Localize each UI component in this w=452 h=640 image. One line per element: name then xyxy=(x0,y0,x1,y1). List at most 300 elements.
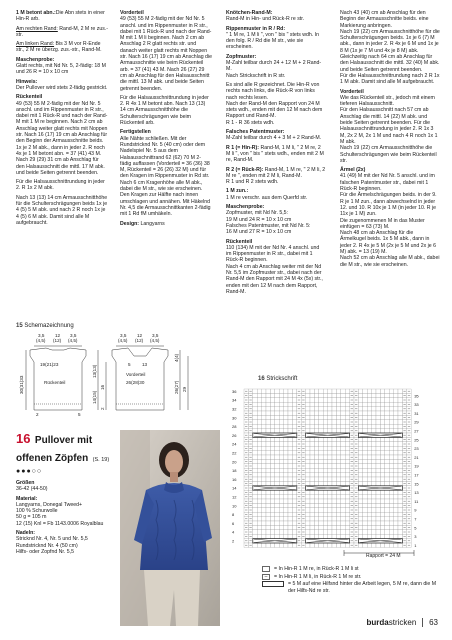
chart-cell xyxy=(336,534,340,538)
chart-cell xyxy=(372,407,376,411)
chart-cell xyxy=(398,393,402,397)
chart-cell xyxy=(279,464,283,468)
chart-cell xyxy=(292,420,296,424)
chart-cell xyxy=(266,503,270,507)
chart-cell xyxy=(310,534,314,538)
chart-cell xyxy=(270,389,274,393)
chart-cell xyxy=(314,499,318,503)
chart-cell xyxy=(367,495,371,499)
chart-number: 16 xyxy=(258,376,265,382)
schema-hr-5: 29 xyxy=(182,386,187,392)
chart-cell xyxy=(328,407,332,411)
chart-cell xyxy=(394,495,398,499)
chart-cell xyxy=(385,477,389,481)
legend-row xyxy=(262,574,442,581)
chart-cell xyxy=(376,503,380,507)
chart-cell xyxy=(332,420,336,424)
chart-cell xyxy=(367,543,371,547)
chart-cell xyxy=(336,481,340,485)
chart-cell xyxy=(253,530,257,534)
col3-para-5 xyxy=(226,145,326,164)
chart-cell xyxy=(310,437,314,441)
chart-cell xyxy=(306,530,310,534)
chart-cell xyxy=(257,468,261,472)
chart-cell xyxy=(284,473,288,477)
chart-cell xyxy=(306,398,310,402)
chart-cell xyxy=(367,477,371,481)
chart-cell xyxy=(336,464,340,468)
chart-cell xyxy=(363,499,367,503)
chart-cell xyxy=(266,521,270,525)
chart-cell xyxy=(363,495,367,499)
chart-cell xyxy=(328,508,332,512)
chart-cell xyxy=(367,446,371,450)
chart-cell xyxy=(292,503,296,507)
chart-cell xyxy=(332,490,336,494)
chart-cell xyxy=(306,455,310,459)
chart-cell xyxy=(332,477,336,481)
chart-cell xyxy=(341,473,345,477)
chart-cell xyxy=(398,402,402,406)
chart-cell xyxy=(270,490,274,494)
chart-cell xyxy=(279,459,283,463)
chart-cell xyxy=(323,459,327,463)
chart-cell xyxy=(257,402,261,406)
chart-cell xyxy=(332,508,336,512)
chart-cell xyxy=(367,437,371,441)
chart-cell xyxy=(288,442,292,446)
chart-cell xyxy=(380,446,384,450)
chart-cell xyxy=(376,481,380,485)
chart-cell xyxy=(341,477,345,481)
chart-cell xyxy=(332,451,336,455)
chart-cell xyxy=(314,468,318,472)
chart-cell xyxy=(363,393,367,397)
chart-cell xyxy=(385,534,389,538)
chart-cell xyxy=(328,517,332,521)
chart-cell xyxy=(270,451,274,455)
chart-cell xyxy=(367,525,371,529)
schema-trs-0: (4,5) xyxy=(118,338,128,343)
chart-cell xyxy=(292,393,296,397)
chart-cell xyxy=(319,389,323,393)
col3-heading-0: Knötchen-Rand-M: xyxy=(226,10,273,16)
chart-cell xyxy=(253,451,257,455)
chart-cell xyxy=(314,389,318,393)
chart-cell xyxy=(275,446,279,450)
chart-cell xyxy=(328,499,332,503)
chart-cell xyxy=(310,495,314,499)
col3-heading-4: Falsches Patentmuster: xyxy=(226,129,285,136)
chart-cell xyxy=(306,517,310,521)
chart-cell xyxy=(310,543,314,547)
chart-cell xyxy=(314,473,318,477)
chart-row-left-label: 28 xyxy=(232,424,237,430)
col3-para-7 xyxy=(226,188,326,201)
chart-cell xyxy=(257,455,261,459)
chart-cell xyxy=(358,499,362,503)
chart-cell xyxy=(341,455,345,459)
chart-cell xyxy=(376,455,380,459)
chart-cell xyxy=(266,481,270,485)
chart-cell xyxy=(323,543,327,547)
schema-nf-1: 13 xyxy=(142,362,148,367)
chart-cell xyxy=(367,407,371,411)
pattern-info xyxy=(16,480,116,558)
chart-cell xyxy=(323,429,327,433)
chart-cell xyxy=(275,402,279,406)
chart-cell xyxy=(336,517,340,521)
chart-cell xyxy=(292,402,296,406)
chart-cell xyxy=(275,393,279,397)
chart-cell xyxy=(358,459,362,463)
chart-cell xyxy=(266,525,270,529)
chart-cell xyxy=(288,508,292,512)
chart-cell xyxy=(310,411,314,415)
chart-cell xyxy=(262,530,266,534)
chart-cell xyxy=(398,455,402,459)
chart-cell xyxy=(336,499,340,503)
chart-cell xyxy=(306,402,310,406)
chart-cell xyxy=(363,490,367,494)
chart-cell xyxy=(323,398,327,402)
chart-cell xyxy=(328,503,332,507)
chart-cell xyxy=(279,543,283,547)
chart-cell xyxy=(253,517,257,521)
col3-text-0: Rand-M in Hin- und Rück-R re str. xyxy=(226,16,305,23)
chart-cell xyxy=(288,459,292,463)
schema-back-name: Rückenteil xyxy=(44,380,66,385)
chart-cell xyxy=(385,543,389,547)
chart-cell xyxy=(398,477,402,481)
chart-cell xyxy=(323,508,327,512)
chart-cell xyxy=(288,499,292,503)
chart-cell xyxy=(341,490,345,494)
chart-cell xyxy=(380,534,384,538)
chart-cell xyxy=(389,437,393,441)
chart-cell xyxy=(389,517,393,521)
chart-cell xyxy=(385,503,389,507)
chart-cell xyxy=(275,495,279,499)
chart-cell xyxy=(328,490,332,494)
chart-cell xyxy=(367,420,371,424)
chart-cell xyxy=(332,393,336,397)
chart-cell xyxy=(275,512,279,516)
chart-cell xyxy=(394,442,398,446)
chart-cell xyxy=(319,543,323,547)
chart-cell xyxy=(270,512,274,516)
chart-cell xyxy=(306,525,310,529)
chart-cell xyxy=(319,503,323,507)
chart-row-left-label: 4 xyxy=(232,529,235,535)
chart-cell xyxy=(389,512,393,516)
schema-hl-3: 16 xyxy=(100,384,105,390)
chart-cell xyxy=(279,420,283,424)
chart-cell xyxy=(275,473,279,477)
chart-cell xyxy=(314,442,318,446)
chart-cell xyxy=(253,481,257,485)
chart-cell xyxy=(394,525,398,529)
chart-cell xyxy=(257,534,261,538)
chart-cell xyxy=(398,521,402,525)
chart-cell xyxy=(394,446,398,450)
chart-cell xyxy=(279,495,283,499)
chart-cell xyxy=(306,503,310,507)
column-4 xyxy=(340,10,440,271)
chart-cell xyxy=(380,459,384,463)
chart-cell xyxy=(363,451,367,455)
chart-cell xyxy=(279,393,283,397)
chart-cell xyxy=(398,499,402,503)
chart-cell xyxy=(253,402,257,406)
chart-cell xyxy=(270,455,274,459)
col2-para-1 xyxy=(120,95,212,126)
chart-cell xyxy=(336,512,340,516)
pattern-info-para-2 xyxy=(16,530,116,555)
col1-para-6 xyxy=(16,179,108,192)
chart-cell xyxy=(314,429,318,433)
chart-cell xyxy=(328,402,332,406)
col1-para-5 xyxy=(16,94,108,176)
chart-cell xyxy=(314,477,318,481)
chart-cell xyxy=(319,459,323,463)
chart-cell xyxy=(358,512,362,516)
page-footer xyxy=(367,618,439,627)
chart-cell xyxy=(341,402,345,406)
chart-cell xyxy=(385,481,389,485)
chart-cell xyxy=(328,521,332,525)
chart-cell xyxy=(363,508,367,512)
col3-para-2 xyxy=(226,54,326,79)
chart-cell xyxy=(262,424,266,428)
chart-cell xyxy=(288,437,292,441)
chart-cell xyxy=(314,393,318,397)
chart-cell xyxy=(292,446,296,450)
chart-cell xyxy=(257,393,261,397)
chart-cell xyxy=(394,393,398,397)
chart-cell xyxy=(253,389,257,393)
chart-row-right-label: 29 xyxy=(414,419,419,425)
chart-cell xyxy=(345,543,349,547)
chart-cell xyxy=(279,530,283,534)
chart-cell xyxy=(292,481,296,485)
col1-underline-2: Am linken Rand: xyxy=(16,41,55,48)
chart-cell xyxy=(284,455,288,459)
chart-cell xyxy=(336,525,340,529)
chart-cell xyxy=(275,429,279,433)
chart-cell xyxy=(279,477,283,481)
chart-cell xyxy=(389,459,393,463)
chart-cell xyxy=(292,455,296,459)
chart-cell xyxy=(266,530,270,534)
chart-cell xyxy=(279,512,283,516)
chart-cell xyxy=(292,477,296,481)
chart-cell xyxy=(367,451,371,455)
chart-cell xyxy=(262,429,266,433)
chart-cell xyxy=(363,464,367,468)
chart-cell xyxy=(332,543,336,547)
chart-cell xyxy=(345,499,349,503)
col4-para-1 xyxy=(340,89,440,165)
chart-cell xyxy=(266,534,270,538)
chart-cell xyxy=(345,525,349,529)
chart-cell xyxy=(253,442,257,446)
chart-cell xyxy=(257,424,261,428)
chart-cell xyxy=(292,411,296,415)
chart-cell xyxy=(279,517,283,521)
chart-cell xyxy=(394,508,398,512)
chart-cell xyxy=(385,442,389,446)
chart-cell xyxy=(385,389,389,393)
chart-cell xyxy=(385,459,389,463)
chart-cell xyxy=(345,389,349,393)
col3-heading-7: 1 M zun.: xyxy=(226,188,249,195)
col3-heading-9: Rückenteil xyxy=(226,238,253,245)
chart-cell xyxy=(341,534,345,538)
chart-cell xyxy=(284,442,288,446)
chart-cell xyxy=(270,393,274,397)
chart-cell xyxy=(394,543,398,547)
chart-cell xyxy=(385,411,389,415)
chart-cell xyxy=(376,429,380,433)
chart-cell xyxy=(385,495,389,499)
chart-cell xyxy=(376,495,380,499)
chart-cell xyxy=(376,389,380,393)
chart-cell xyxy=(394,415,398,419)
chart-cell xyxy=(363,398,367,402)
chart-cell xyxy=(306,521,310,525)
chart-cell xyxy=(328,424,332,428)
chart-cell xyxy=(284,477,288,481)
chart-cell xyxy=(262,398,266,402)
chart-cell xyxy=(288,468,292,472)
chart-cell xyxy=(336,490,340,494)
chart-cell xyxy=(363,411,367,415)
chart-cell xyxy=(358,455,362,459)
col1-text-0: Die Abn stets in einer Hin-R arb. xyxy=(16,10,105,23)
chart-cell xyxy=(310,517,314,521)
chart-cell xyxy=(262,490,266,494)
chart-cell xyxy=(380,525,384,529)
chart-cell xyxy=(328,455,332,459)
chart-cell xyxy=(270,424,274,428)
chart-cell xyxy=(358,464,362,468)
chart-cell xyxy=(292,521,296,525)
chart-cell xyxy=(398,407,402,411)
chart-cell xyxy=(398,543,402,547)
chart-cell xyxy=(292,543,296,547)
chart-cell xyxy=(288,429,292,433)
chart-cell xyxy=(336,477,340,481)
chart-cell xyxy=(332,517,336,521)
chart-cell xyxy=(288,512,292,516)
chart-cell xyxy=(306,442,310,446)
chart-cell xyxy=(394,517,398,521)
chart-cell xyxy=(284,525,288,529)
chart-cell xyxy=(279,499,283,503)
chart-cell xyxy=(398,481,402,485)
chart-cell xyxy=(306,508,310,512)
chart-cell xyxy=(394,437,398,441)
chart-cell xyxy=(319,490,323,494)
chart-cell xyxy=(380,437,384,441)
chart-cell xyxy=(341,512,345,516)
chart-cell xyxy=(363,530,367,534)
chart-cell xyxy=(253,464,257,468)
chart-cell xyxy=(332,534,336,538)
chart-cell xyxy=(358,389,362,393)
chart-cell xyxy=(385,473,389,477)
chart-cell xyxy=(345,521,349,525)
chart-cell xyxy=(257,451,261,455)
chart-cell xyxy=(398,464,402,468)
chart-cell xyxy=(389,455,393,459)
chart-cell xyxy=(292,451,296,455)
chart-cell xyxy=(345,508,349,512)
chart-cell xyxy=(358,534,362,538)
chart-cell xyxy=(262,402,266,406)
chart-cell xyxy=(363,468,367,472)
footer-separator xyxy=(422,618,423,627)
chart-cell xyxy=(363,521,367,525)
chart-cell xyxy=(253,512,257,516)
chart-cell xyxy=(341,437,345,441)
chart-cell xyxy=(275,521,279,525)
chart-cell xyxy=(394,420,398,424)
col2-text-2: Alle Nähte schließen. Mit der Rundstricknd Nr. 5 (40 cm) oder dem Nadelspiel Nr. 5 aus dem Halsausschnittrand 62 (62) 70 M 2-fädig auffassen (Vorderteil = 36 (36) 38 M, Rückenteil = 26 (26) 32 M) und für den Kragen im Rippenmuster in Rd str. Nach 6 cm Kragenhöhe alle M abk., dabei die M str., wie sie erscheinen. Den Kragen zur Hälfte nach innen umschlagen und annähen. Mit Häkelnd Nr. 4,5 die Armausschnittkanten 2-fädig mit 1 Rd fM umhäkeln. xyxy=(120,135,211,218)
chart-cell xyxy=(284,530,288,534)
chart-cell xyxy=(367,415,371,419)
chart-cell xyxy=(372,530,376,534)
legend-symbol-box xyxy=(262,566,270,572)
chart-cell xyxy=(279,455,283,459)
chart-cell xyxy=(284,534,288,538)
chart-cell xyxy=(372,521,376,525)
chart-cell xyxy=(323,446,327,450)
chart-cell xyxy=(262,437,266,441)
chart-cell xyxy=(372,389,376,393)
chart-cell xyxy=(380,451,384,455)
chart-cell xyxy=(270,517,274,521)
pattern-info-text-2: Stricknd Nr. 4, Nr. 5 und Nr. 5,5 Rundstricknd Nr. 4 (50 cm) Hilfs- oder Zopfnd Nr. 5,5 xyxy=(16,536,88,555)
chart-cell xyxy=(385,402,389,406)
chart-cell xyxy=(323,490,327,494)
chart-cell xyxy=(306,420,310,424)
col2-heading-3: Design: xyxy=(120,220,140,227)
chart-cell xyxy=(376,464,380,468)
chart-cell xyxy=(380,398,384,402)
chart-cell xyxy=(363,481,367,485)
chart-cell xyxy=(310,477,314,481)
chart-cell xyxy=(367,481,371,485)
chart-cell xyxy=(262,407,266,411)
chart-cell xyxy=(266,389,270,393)
chart-cell xyxy=(394,530,398,534)
chart-cell xyxy=(372,490,376,494)
schema-tr-2: 3,5 xyxy=(152,333,159,338)
chart-cell xyxy=(253,393,257,397)
legend-text: = In Hin-R 1 M re, in Rück-R 1 M li st xyxy=(274,566,359,572)
chart-cell xyxy=(275,407,279,411)
chart-cell xyxy=(284,429,288,433)
chart-cell xyxy=(275,451,279,455)
chart-cell xyxy=(319,481,323,485)
chart-cell xyxy=(253,429,257,433)
chart-cell xyxy=(341,446,345,450)
chart-cell xyxy=(336,543,340,547)
chart-cell xyxy=(262,495,266,499)
chart-cell xyxy=(358,429,362,433)
